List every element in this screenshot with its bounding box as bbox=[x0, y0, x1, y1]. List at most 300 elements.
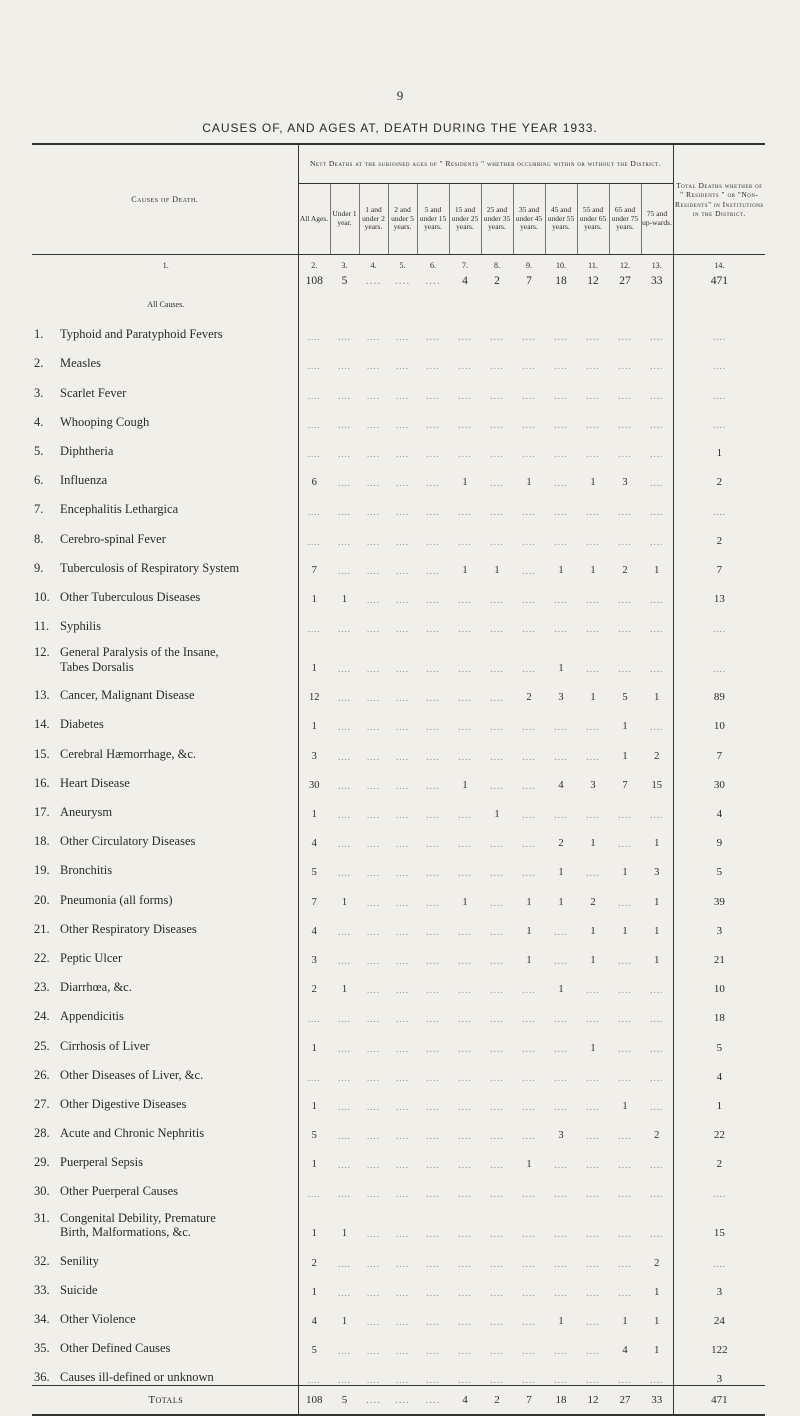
value-cell: 1 bbox=[590, 838, 596, 850]
value-cell: .... bbox=[650, 810, 664, 820]
all-causes-value: .... bbox=[425, 275, 441, 287]
value-cell: .... bbox=[522, 1014, 536, 1025]
cause-cell bbox=[32, 576, 298, 605]
value-cell: .... bbox=[522, 810, 536, 820]
value-cell: 1 bbox=[341, 984, 348, 996]
all-causes-value: .... bbox=[365, 275, 382, 287]
value-cell: .... bbox=[490, 1160, 504, 1171]
value-cell: .... bbox=[618, 536, 632, 547]
value-cell: .... bbox=[396, 751, 409, 762]
value-cell: .... bbox=[490, 664, 504, 675]
cause-cell bbox=[32, 1327, 298, 1356]
value-cell: .... bbox=[490, 361, 504, 372]
cause-cell bbox=[32, 762, 298, 791]
value-cell: .... bbox=[426, 1346, 440, 1357]
cause-cell bbox=[32, 674, 298, 703]
value-cell: .... bbox=[490, 390, 504, 401]
value-cell: .... bbox=[307, 361, 321, 372]
value-cell: .... bbox=[367, 1229, 380, 1240]
row-number: 29. bbox=[34, 1155, 50, 1170]
value-cell: .... bbox=[650, 332, 664, 343]
value-cell: .... bbox=[586, 1131, 600, 1142]
value-cell: .... bbox=[367, 332, 380, 343]
value-cell: .... bbox=[673, 488, 765, 517]
cause-cell bbox=[32, 966, 298, 995]
value-cell: .... bbox=[554, 361, 568, 372]
value-cell: .... bbox=[490, 1317, 504, 1327]
cause-cell bbox=[32, 1199, 298, 1239]
column-number: 5. bbox=[399, 260, 406, 270]
value-cell: .... bbox=[338, 1014, 351, 1025]
all-causes-label: All Causes. bbox=[32, 275, 298, 313]
value-cell: 3 bbox=[654, 867, 660, 879]
cause-name: General Paralysis of the Insane, bbox=[60, 645, 219, 660]
value-cell: 1 bbox=[558, 896, 564, 908]
value-cell: .... bbox=[458, 955, 472, 966]
value-cell: .... bbox=[618, 985, 632, 996]
value-cell: .... bbox=[338, 839, 351, 850]
value-cell: 3 bbox=[311, 750, 317, 762]
cause-cell bbox=[32, 1024, 298, 1053]
value-cell: .... bbox=[338, 955, 351, 966]
value-cell: 1 bbox=[494, 564, 500, 576]
cause-cell bbox=[32, 371, 298, 400]
value-cell: .... bbox=[426, 839, 440, 850]
value-cell: .... bbox=[522, 751, 536, 762]
value-cell: .... bbox=[586, 1287, 600, 1298]
value-cell: .... bbox=[396, 693, 409, 704]
value-cell: .... bbox=[586, 507, 600, 518]
value-cell: .... bbox=[490, 693, 504, 704]
cause-name-continued: Birth, Malformations, &c. bbox=[60, 1225, 191, 1240]
value-cell: .... bbox=[367, 780, 380, 791]
row-number: 8. bbox=[34, 531, 44, 546]
value-cell: .... bbox=[650, 1101, 664, 1112]
value-cell: .... bbox=[650, 722, 664, 733]
value-cell: .... bbox=[367, 839, 380, 850]
value-cell: .... bbox=[522, 1229, 536, 1240]
value-cell: .... bbox=[458, 594, 472, 605]
value-cell: 1 bbox=[654, 1286, 660, 1298]
value-cell: .... bbox=[586, 868, 600, 879]
cause-cell bbox=[32, 488, 298, 517]
value-cell: 1 bbox=[558, 984, 564, 996]
page-number: 9 bbox=[396, 88, 404, 103]
value-cell: 1 bbox=[462, 477, 468, 489]
value-cell: 1 bbox=[654, 564, 660, 576]
value-cell: .... bbox=[338, 1043, 351, 1054]
value-cell: .... bbox=[396, 1014, 409, 1025]
row-number: 24. bbox=[34, 1009, 50, 1024]
value-cell: .... bbox=[586, 361, 600, 372]
value-cell: .... bbox=[396, 507, 409, 518]
value-cell: .... bbox=[554, 810, 568, 820]
value-cell: .... bbox=[338, 478, 351, 489]
cause-cell bbox=[32, 430, 298, 459]
table-row bbox=[32, 674, 765, 703]
totals-value: 33 bbox=[641, 1386, 673, 1416]
value-cell: .... bbox=[396, 1189, 409, 1200]
row-number: 15. bbox=[34, 746, 50, 761]
value-cell: .... bbox=[490, 751, 504, 762]
value-cell: .... bbox=[490, 624, 504, 635]
cause-cell bbox=[32, 1054, 298, 1083]
value-cell: .... bbox=[338, 1258, 351, 1269]
value-cell: .... bbox=[490, 1101, 504, 1112]
value-cell: .... bbox=[396, 985, 409, 996]
value-cell: .... bbox=[673, 1170, 765, 1199]
value-cell: 7 bbox=[622, 779, 628, 791]
value-cell: .... bbox=[650, 624, 664, 635]
table-row bbox=[32, 576, 765, 605]
value-cell: .... bbox=[458, 1287, 472, 1298]
value-cell: .... bbox=[367, 1346, 380, 1357]
value-cell: .... bbox=[426, 1317, 440, 1327]
value-cell: .... bbox=[650, 1375, 664, 1386]
value-cell: .... bbox=[367, 868, 380, 879]
value-cell: .... bbox=[586, 1346, 600, 1357]
value-cell: .... bbox=[554, 1014, 568, 1025]
row-number: 36. bbox=[34, 1370, 50, 1385]
value-cell: .... bbox=[490, 1072, 504, 1083]
value-cell: .... bbox=[490, 1287, 504, 1298]
totals-value: 471 bbox=[673, 1386, 765, 1416]
value-cell: .... bbox=[367, 478, 380, 489]
value-cell: .... bbox=[490, 1014, 504, 1025]
value-cell: .... bbox=[338, 1346, 351, 1357]
cause-cell bbox=[32, 605, 298, 634]
row-number: 6. bbox=[34, 473, 44, 488]
row-number: 18. bbox=[34, 834, 50, 849]
cause-name: Other Tuberculous Diseases bbox=[60, 589, 201, 604]
value-cell: .... bbox=[522, 536, 536, 547]
value-cell: 12 bbox=[309, 692, 320, 704]
totals-value: 7 bbox=[513, 1386, 545, 1416]
age-column-header: All Ages. bbox=[298, 184, 330, 255]
value-cell: 1 bbox=[341, 593, 348, 605]
value-cell: .... bbox=[554, 478, 568, 489]
value-cell: .... bbox=[426, 955, 440, 966]
value-cell: .... bbox=[338, 390, 351, 401]
value-cell: .... bbox=[367, 722, 380, 733]
value-cell: .... bbox=[522, 722, 536, 733]
value-cell: 2 bbox=[673, 517, 765, 546]
value-cell: 3 bbox=[590, 779, 596, 791]
cause-name: Senility bbox=[60, 1253, 99, 1268]
cause-name: Cerebral Hæmorrhage, &c. bbox=[60, 746, 197, 761]
value-cell: .... bbox=[426, 536, 440, 547]
value-cell: .... bbox=[426, 1072, 440, 1083]
age-column-header: 25 and under 35 years. bbox=[481, 184, 513, 255]
value-cell: .... bbox=[458, 332, 472, 343]
value-cell: 1 bbox=[526, 1159, 532, 1171]
value-cell: .... bbox=[367, 897, 380, 908]
value-cell: .... bbox=[426, 1160, 440, 1171]
column-number: 1. bbox=[32, 255, 298, 276]
value-cell: .... bbox=[554, 1043, 568, 1054]
value-cell: .... bbox=[426, 1287, 440, 1298]
value-cell: .... bbox=[338, 565, 351, 576]
value-cell: .... bbox=[586, 751, 600, 762]
value-cell: .... bbox=[586, 390, 600, 401]
value-cell: .... bbox=[522, 1131, 536, 1142]
value-cell: .... bbox=[458, 1072, 472, 1083]
table-row bbox=[32, 1199, 765, 1239]
value-cell: .... bbox=[426, 722, 440, 733]
cause-name: Appendicitis bbox=[60, 1009, 124, 1024]
column-number: 7. bbox=[462, 260, 468, 270]
cause-name: Heart Disease bbox=[60, 775, 130, 790]
nett-deaths-header: Nett Deaths at the subjoined ages of " Residents " whether occurring within or without the District. bbox=[298, 144, 673, 184]
value-cell: 15 bbox=[651, 779, 663, 791]
totals-value: 108 bbox=[298, 1386, 330, 1416]
value-cell: .... bbox=[396, 1101, 409, 1112]
age-column-header: Under 1 year. bbox=[330, 184, 359, 255]
value-cell: .... bbox=[458, 693, 472, 704]
value-cell: .... bbox=[586, 594, 600, 605]
value-cell: .... bbox=[522, 1101, 536, 1112]
value-cell: .... bbox=[554, 332, 568, 343]
value-cell: .... bbox=[554, 624, 568, 635]
value-cell: 3 bbox=[673, 1356, 765, 1386]
value-cell: .... bbox=[367, 1072, 380, 1083]
table-row bbox=[32, 459, 765, 488]
value-cell: .... bbox=[396, 868, 409, 879]
value-cell: .... bbox=[458, 1189, 472, 1200]
value-cell: .... bbox=[490, 1375, 504, 1386]
value-cell: 4 bbox=[558, 779, 564, 791]
row-number: 14. bbox=[34, 717, 50, 732]
value-cell: .... bbox=[367, 664, 380, 675]
value-cell: .... bbox=[426, 361, 440, 372]
value-cell: .... bbox=[490, 1131, 504, 1142]
value-cell: .... bbox=[396, 1287, 409, 1298]
value-cell: .... bbox=[490, 722, 504, 733]
column-number: 11. bbox=[588, 260, 598, 270]
value-cell: 24 bbox=[673, 1298, 765, 1327]
value-cell: .... bbox=[618, 624, 632, 635]
value-cell: 5 bbox=[311, 1345, 317, 1357]
cause-cell bbox=[32, 1170, 298, 1199]
value-cell: .... bbox=[490, 448, 504, 459]
value-cell: 13 bbox=[673, 576, 765, 605]
value-cell: 1 bbox=[654, 1345, 660, 1357]
cause-name: Suicide bbox=[60, 1282, 98, 1297]
value-cell: .... bbox=[522, 1258, 536, 1269]
cause-cell bbox=[32, 459, 298, 488]
value-cell: 1 bbox=[311, 1100, 317, 1112]
value-cell: .... bbox=[522, 448, 536, 459]
value-cell: .... bbox=[586, 1189, 600, 1200]
value-cell: 2 bbox=[526, 692, 532, 704]
totals-value: 27 bbox=[609, 1386, 641, 1416]
cause-cell bbox=[32, 517, 298, 546]
value-cell: .... bbox=[396, 448, 409, 459]
cause-name: Other Diseases of Liver, &c. bbox=[60, 1067, 204, 1082]
column-number: 14. bbox=[673, 255, 765, 276]
value-cell: .... bbox=[367, 361, 380, 372]
value-cell: 4 bbox=[311, 838, 317, 850]
value-cell: .... bbox=[367, 390, 380, 401]
value-cell: .... bbox=[426, 897, 440, 908]
value-cell: .... bbox=[426, 1375, 440, 1386]
value-cell: .... bbox=[618, 1287, 632, 1298]
value-cell: .... bbox=[458, 536, 472, 547]
value-cell: 1 bbox=[654, 925, 660, 937]
value-cell: .... bbox=[618, 332, 632, 343]
row-number: 13. bbox=[34, 688, 50, 703]
table-row bbox=[32, 430, 765, 459]
value-cell: .... bbox=[618, 1014, 632, 1025]
column-number: 12. bbox=[620, 260, 630, 270]
value-cell: .... bbox=[396, 594, 409, 605]
cause-cell bbox=[32, 1239, 298, 1268]
table-row bbox=[32, 517, 765, 546]
value-cell: .... bbox=[650, 507, 664, 518]
cause-name: Causes ill-defined or unknown bbox=[60, 1370, 214, 1385]
value-cell: .... bbox=[673, 313, 765, 342]
value-cell: .... bbox=[367, 1287, 380, 1298]
row-number: 25. bbox=[34, 1038, 50, 1053]
value-cell: .... bbox=[426, 594, 440, 605]
value-cell: .... bbox=[522, 1287, 536, 1298]
table-row bbox=[32, 878, 765, 907]
value-cell: .... bbox=[554, 1287, 568, 1298]
value-cell: .... bbox=[618, 1131, 632, 1142]
cause-cell bbox=[32, 703, 298, 732]
value-cell: 2 bbox=[673, 1141, 765, 1170]
value-cell: .... bbox=[650, 1160, 664, 1171]
value-cell: .... bbox=[307, 1072, 321, 1083]
age-column-header: 2 and under 5 years. bbox=[388, 184, 417, 255]
value-cell: 3 bbox=[311, 954, 317, 966]
totals-value: 4 bbox=[449, 1386, 481, 1416]
table-row bbox=[32, 1054, 765, 1083]
value-cell: .... bbox=[618, 1043, 632, 1054]
all-causes-value: 5 bbox=[341, 275, 348, 287]
totals-value: .... bbox=[417, 1386, 449, 1416]
cause-cell bbox=[32, 908, 298, 937]
value-cell: .... bbox=[522, 780, 536, 791]
value-cell: 1 bbox=[590, 477, 596, 489]
value-cell: .... bbox=[618, 419, 632, 430]
value-cell: .... bbox=[338, 1160, 351, 1171]
value-cell: 5 bbox=[622, 692, 628, 704]
value-cell: 1 bbox=[654, 896, 660, 908]
value-cell: 39 bbox=[673, 878, 765, 907]
table-row bbox=[32, 1141, 765, 1170]
row-number: 11. bbox=[34, 619, 50, 634]
value-cell: .... bbox=[338, 1101, 351, 1112]
value-cell: 1 bbox=[558, 1316, 564, 1327]
value-cell: .... bbox=[650, 1189, 664, 1200]
cause-name: Tuberculosis of Respiratory System bbox=[60, 560, 240, 575]
table-row bbox=[32, 762, 765, 791]
totals-value: 5 bbox=[330, 1386, 359, 1416]
cause-cell bbox=[32, 849, 298, 878]
column-number: 3. bbox=[341, 260, 348, 270]
value-cell: .... bbox=[490, 780, 504, 791]
column-number: 2. bbox=[311, 260, 318, 270]
value-cell: 89 bbox=[673, 674, 765, 703]
value-cell: .... bbox=[338, 868, 351, 879]
table-row bbox=[32, 313, 765, 342]
cause-cell bbox=[32, 1356, 298, 1386]
value-cell: .... bbox=[338, 1287, 351, 1298]
value-cell: .... bbox=[307, 1014, 321, 1025]
value-cell: .... bbox=[522, 594, 536, 605]
row-number: 10. bbox=[34, 589, 50, 604]
table-row bbox=[32, 1356, 765, 1386]
totals-value: 18 bbox=[545, 1386, 577, 1416]
value-cell: 2 bbox=[654, 750, 660, 762]
totals-value: 2 bbox=[481, 1386, 513, 1416]
value-cell: .... bbox=[426, 810, 440, 820]
totals-value: 12 bbox=[577, 1386, 609, 1416]
value-cell: .... bbox=[338, 536, 351, 547]
value-cell: 4 bbox=[311, 925, 317, 937]
table-row bbox=[32, 1083, 765, 1112]
value-cell: .... bbox=[586, 1375, 600, 1386]
cause-name: Pneumonia (all forms) bbox=[60, 892, 173, 907]
value-cell: 1 bbox=[462, 779, 468, 791]
value-cell: .... bbox=[426, 332, 440, 343]
value-cell: 1 bbox=[311, 593, 317, 605]
value-cell: 2 bbox=[311, 1257, 317, 1269]
value-cell: .... bbox=[522, 332, 536, 343]
value-cell: .... bbox=[426, 1043, 440, 1054]
value-cell: .... bbox=[458, 810, 472, 820]
value-cell: 5 bbox=[673, 849, 765, 878]
value-cell: 1 bbox=[590, 925, 596, 937]
table-row bbox=[32, 547, 765, 576]
value-cell: .... bbox=[554, 1072, 568, 1083]
cause-cell bbox=[32, 878, 298, 907]
value-cell: .... bbox=[367, 1101, 380, 1112]
value-cell: .... bbox=[396, 722, 409, 733]
value-cell: 7 bbox=[673, 732, 765, 761]
value-cell: .... bbox=[396, 1131, 409, 1142]
value-cell: .... bbox=[490, 1043, 504, 1054]
value-cell: .... bbox=[618, 810, 632, 820]
table-row bbox=[32, 908, 765, 937]
value-cell: .... bbox=[522, 565, 536, 576]
value-cell: .... bbox=[490, 1346, 504, 1357]
value-cell: .... bbox=[554, 536, 568, 547]
value-cell: .... bbox=[554, 1160, 568, 1171]
value-cell: .... bbox=[458, 1131, 472, 1142]
age-column-header: 55 and under 65 years. bbox=[577, 184, 609, 255]
value-cell: .... bbox=[426, 868, 440, 879]
table-row bbox=[32, 1239, 765, 1268]
all-causes-value: 18 bbox=[555, 275, 567, 287]
table-row bbox=[32, 371, 765, 400]
value-cell: .... bbox=[338, 448, 351, 459]
value-cell: .... bbox=[618, 1258, 632, 1269]
total-deaths-header: Total Deaths whether of " Residents " or "Non-Residents" in Institutions in the District. bbox=[673, 144, 765, 255]
value-cell: 1 bbox=[622, 1100, 628, 1112]
cause-name: Influenza bbox=[60, 473, 108, 488]
value-cell: .... bbox=[618, 1189, 632, 1200]
table-row bbox=[32, 1170, 765, 1199]
value-cell: .... bbox=[458, 868, 472, 879]
age-column-header: 5 and under 15 years. bbox=[417, 184, 449, 255]
value-cell: .... bbox=[522, 1346, 536, 1357]
value-cell: 1 bbox=[311, 1159, 317, 1171]
age-column-header: 75 and up-wards. bbox=[641, 184, 673, 255]
value-cell: .... bbox=[338, 722, 351, 733]
value-cell: .... bbox=[618, 390, 632, 401]
